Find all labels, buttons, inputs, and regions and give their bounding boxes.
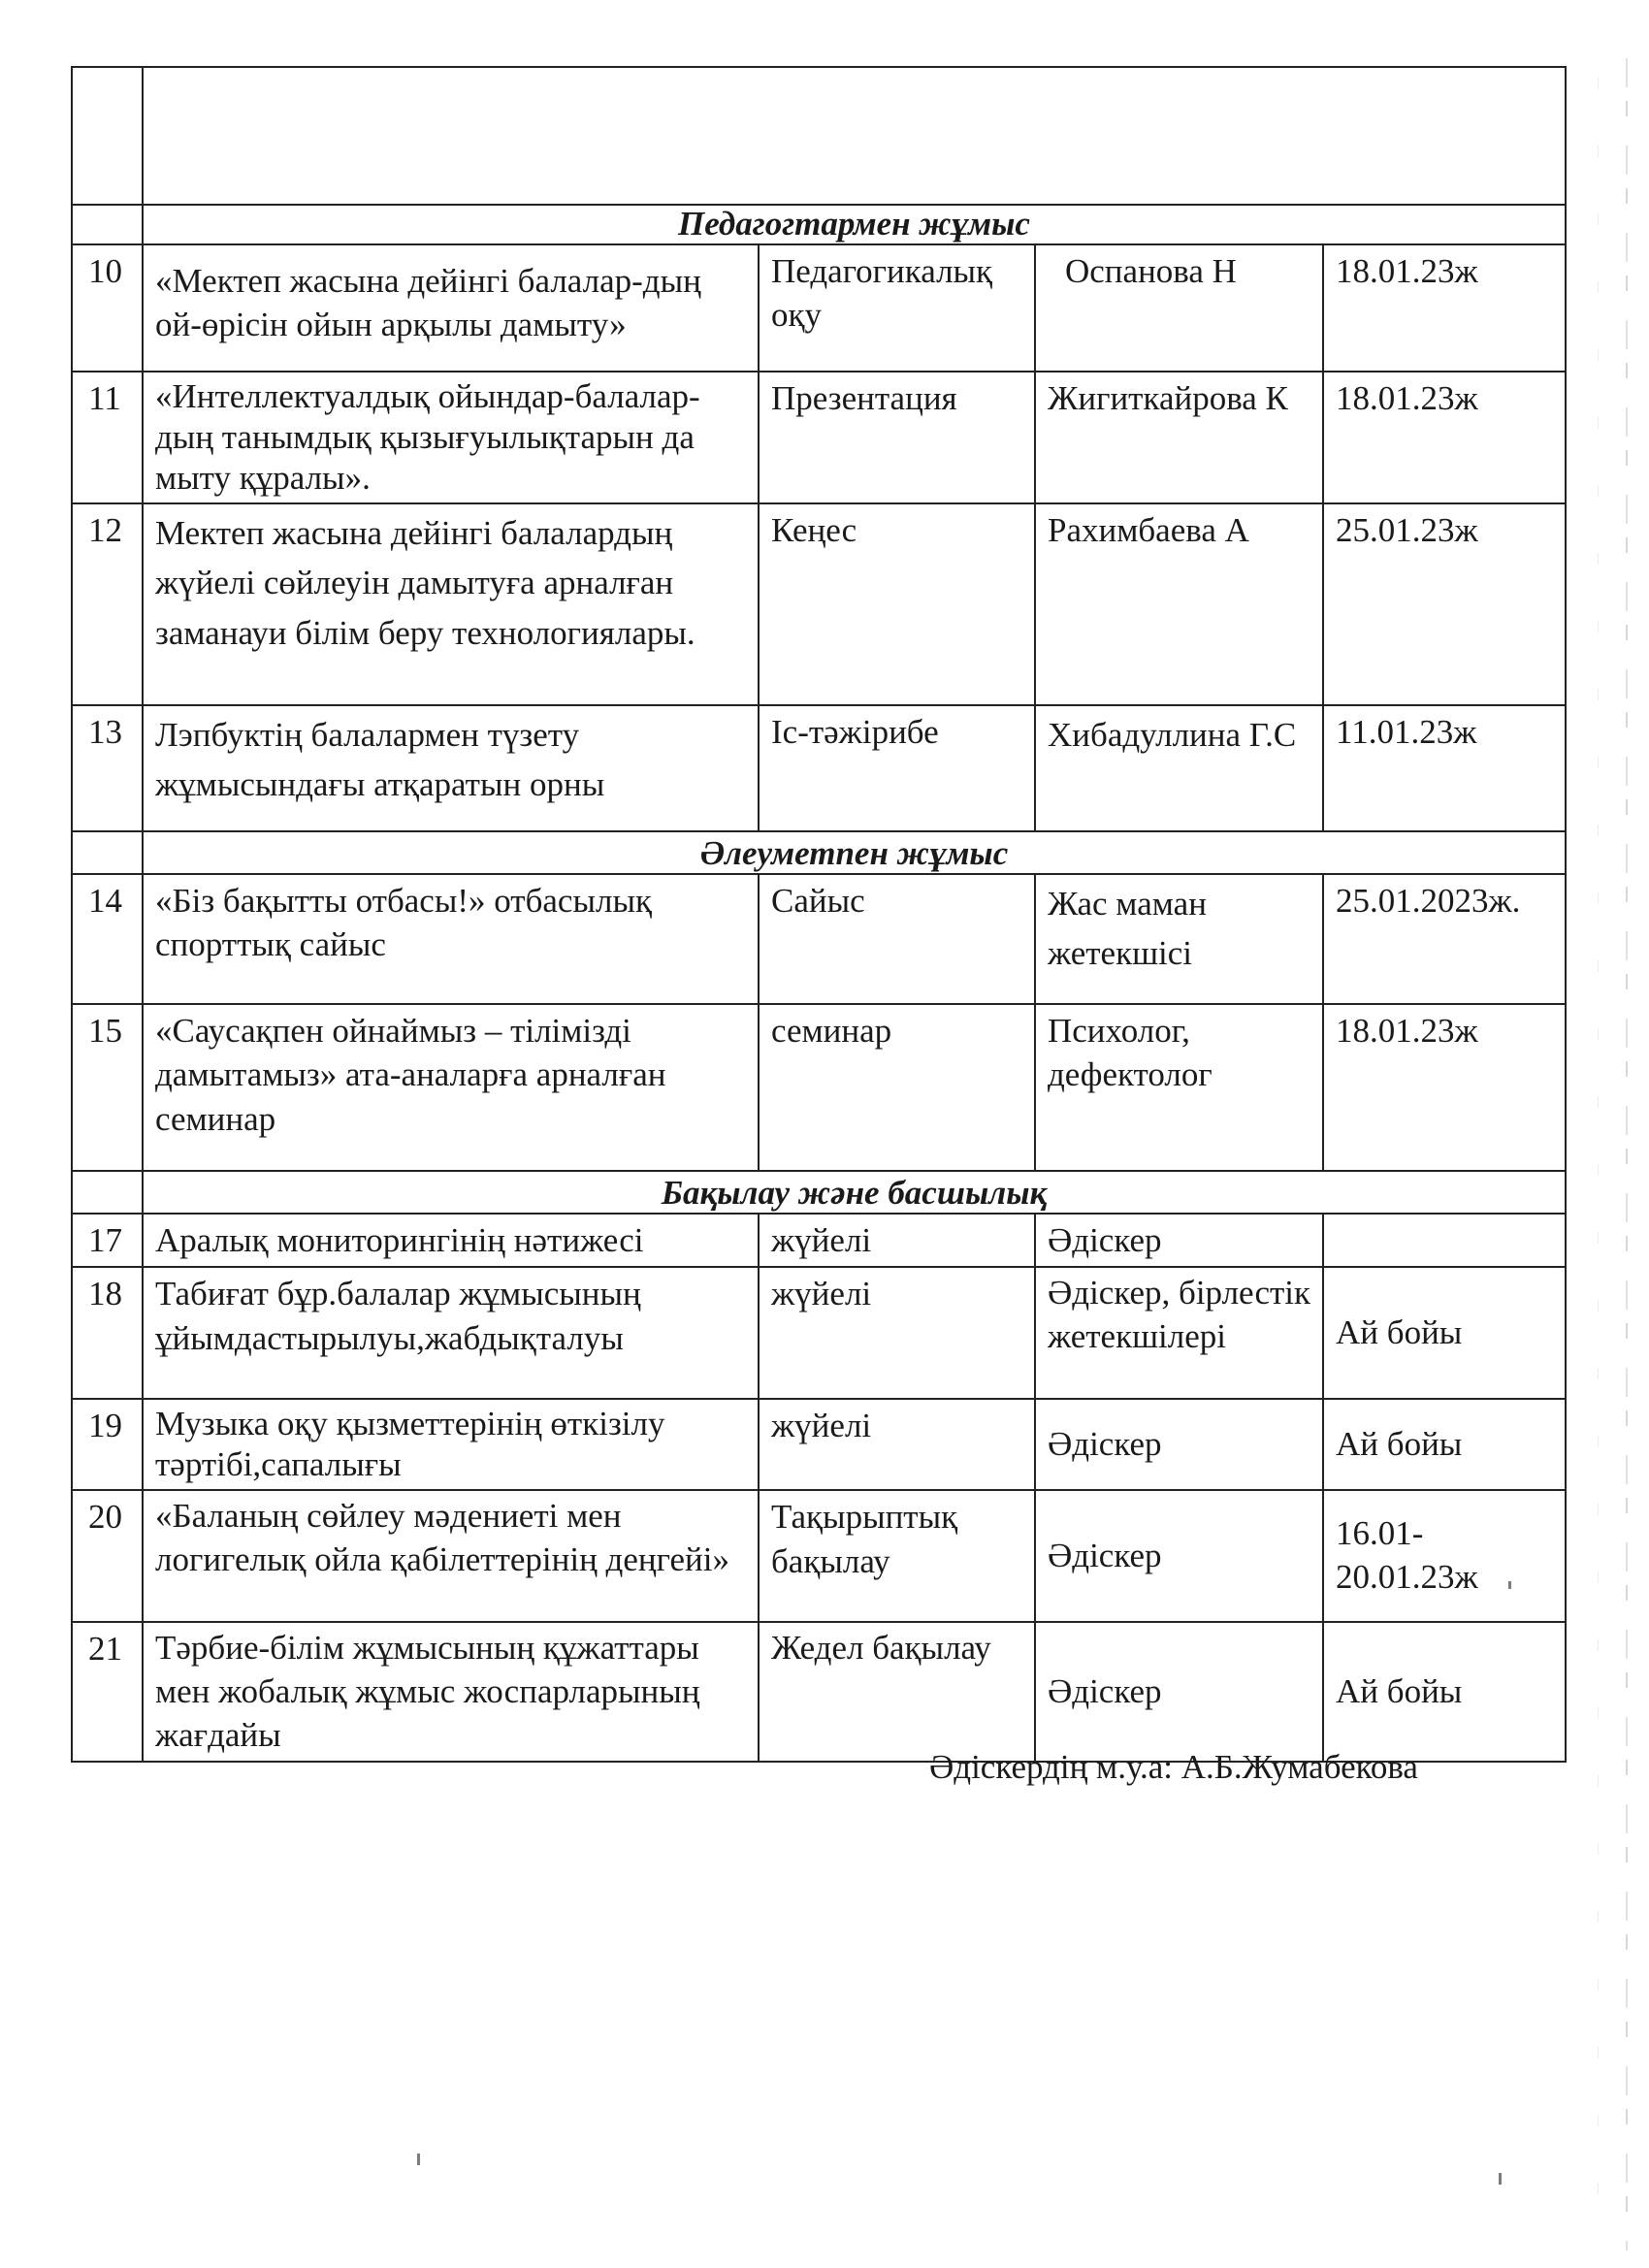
row-date bbox=[1323, 1214, 1566, 1268]
row-responsible: Әдіскер bbox=[1035, 1622, 1323, 1762]
row-topic: «Біз бақытты отбасы!» отбасылық спорттық сайыс bbox=[143, 874, 759, 1004]
row-topic: Лэпбуктің балалармен түзету жұмысындағы атқаратын орны bbox=[143, 705, 759, 831]
section-title: Әлеуметпен жұмыс bbox=[143, 831, 1566, 874]
row-responsible: Жас маман жетекшісі bbox=[1035, 874, 1323, 1004]
plan-table bbox=[71, 66, 1567, 1763]
table-row bbox=[72, 372, 1566, 503]
row-form: Презентация bbox=[759, 372, 1035, 503]
row-topic: «Саусақпен ойнаймыз – тілімізді дамытамыз» ата-аналарға арналған семинар bbox=[143, 1004, 759, 1171]
table-cell bbox=[72, 205, 143, 244]
signature-line: Әдіскердің м.у.а: А.Б.Жумабекова bbox=[929, 1748, 1418, 1786]
section-header-row bbox=[72, 831, 1566, 874]
row-number: 15 bbox=[72, 1004, 143, 1171]
row-topic: Аралық мониторингінің нәтижесі bbox=[143, 1214, 759, 1268]
row-responsible: Әдіскер, бірлестік жетекшілері bbox=[1035, 1267, 1323, 1399]
row-form: Жедел бақылау bbox=[759, 1622, 1035, 1762]
row-responsible: Хибадуллина Г.С bbox=[1035, 705, 1323, 831]
row-responsible: Әдіскер bbox=[1035, 1214, 1323, 1268]
row-number: 20 bbox=[72, 1490, 143, 1622]
table-row bbox=[72, 1267, 1566, 1399]
row-form: Іс-тәжірибе bbox=[759, 705, 1035, 831]
plan-table-frame bbox=[71, 66, 1565, 1763]
row-number: 11 bbox=[72, 372, 143, 503]
section-header-row bbox=[72, 205, 1566, 244]
table-top-empty-row bbox=[72, 67, 1566, 205]
row-responsible: Жигиткайрова К bbox=[1035, 372, 1323, 503]
table-row bbox=[72, 1490, 1566, 1622]
table-row bbox=[72, 1622, 1566, 1762]
row-date: 18.01.23ж bbox=[1323, 244, 1566, 372]
row-responsible: Әдіскер bbox=[1035, 1399, 1323, 1490]
table-cell bbox=[72, 1171, 143, 1214]
row-responsible: Рахимбаева А bbox=[1035, 503, 1323, 705]
row-date: 25.01.23ж bbox=[1323, 503, 1566, 705]
row-responsible: Психолог, дефектолог bbox=[1035, 1004, 1323, 1171]
scan-artifact bbox=[1626, 58, 1628, 2251]
scan-speck bbox=[417, 2154, 420, 2165]
row-number: 10 bbox=[72, 244, 143, 372]
row-date: 16.01-20.01.23ж bbox=[1323, 1490, 1566, 1622]
row-topic: Музыка оқу қызметтерінің өткізілу тәртібі,сапалығы bbox=[143, 1399, 759, 1490]
row-form: семинар bbox=[759, 1004, 1035, 1171]
row-responsible: Оспанова Н bbox=[1035, 244, 1323, 372]
table-cell bbox=[72, 67, 143, 205]
row-number: 17 bbox=[72, 1214, 143, 1268]
row-topic: Тәрбие-білім жұмысының құжаттары мен жобалық жұмыс жоспарларының жағдайы bbox=[143, 1622, 759, 1762]
row-form: жүйелі bbox=[759, 1399, 1035, 1490]
row-date: Ай бойы bbox=[1323, 1622, 1566, 1762]
scan-speck bbox=[1499, 2173, 1502, 2185]
row-number: 13 bbox=[72, 705, 143, 831]
row-form: Сайыс bbox=[759, 874, 1035, 1004]
table-cell bbox=[143, 67, 1566, 205]
row-date: 18.01.23ж bbox=[1323, 372, 1566, 503]
section-header-row bbox=[72, 1171, 1566, 1214]
row-form: жүйелі bbox=[759, 1214, 1035, 1268]
row-number: 19 bbox=[72, 1399, 143, 1490]
table-row bbox=[72, 705, 1566, 831]
table-row bbox=[72, 1004, 1566, 1171]
table-cell bbox=[72, 831, 143, 874]
row-form: Кеңес bbox=[759, 503, 1035, 705]
row-number: 14 bbox=[72, 874, 143, 1004]
row-topic: «Интеллектуалдық ойындар-балалар-дың танымдық қызығуылықтарын да мыту құралы». bbox=[143, 372, 759, 503]
row-responsible: Әдіскер bbox=[1035, 1490, 1323, 1622]
scan-artifact bbox=[1598, 78, 1599, 2212]
row-topic: Табиғат бұр.балалар жұмысының ұйымдастырылуы,жабдықталуы bbox=[143, 1267, 759, 1399]
row-date: Ай бойы bbox=[1323, 1267, 1566, 1399]
row-date: 25.01.2023ж. bbox=[1323, 874, 1566, 1004]
row-number: 18 bbox=[72, 1267, 143, 1399]
section-title: Бақылау және басшылық bbox=[143, 1171, 1566, 1214]
row-number: 12 bbox=[72, 503, 143, 705]
row-form: Тақырыптық бақылау bbox=[759, 1490, 1035, 1622]
scan-speck bbox=[1508, 1581, 1511, 1589]
row-topic: «Баланың сөйлеу мәдениеті мен логигелық ойла қабілеттерінің деңгейі» bbox=[143, 1490, 759, 1622]
table-row bbox=[72, 874, 1566, 1004]
row-form: Педагогикалық оқу bbox=[759, 244, 1035, 372]
table-row bbox=[72, 1399, 1566, 1490]
row-date: 11.01.23ж bbox=[1323, 705, 1566, 831]
row-topic: «Мектеп жасына дейінгі балалар-дың ой-өрісін ойын арқылы дамыту» bbox=[143, 244, 759, 372]
row-form: жүйелі bbox=[759, 1267, 1035, 1399]
row-topic: Мектеп жасына дейінгі балалардың жүйелі сөйлеуін дамытуға арналған заманауи білім беру технологиялары. bbox=[143, 503, 759, 705]
table-row bbox=[72, 1214, 1566, 1268]
section-title: Педагогтармен жұмыс bbox=[143, 205, 1566, 244]
row-date: 18.01.23ж bbox=[1323, 1004, 1566, 1171]
row-date: Ай бойы bbox=[1323, 1399, 1566, 1490]
table-row bbox=[72, 244, 1566, 372]
table-row bbox=[72, 503, 1566, 705]
row-number: 21 bbox=[72, 1622, 143, 1762]
